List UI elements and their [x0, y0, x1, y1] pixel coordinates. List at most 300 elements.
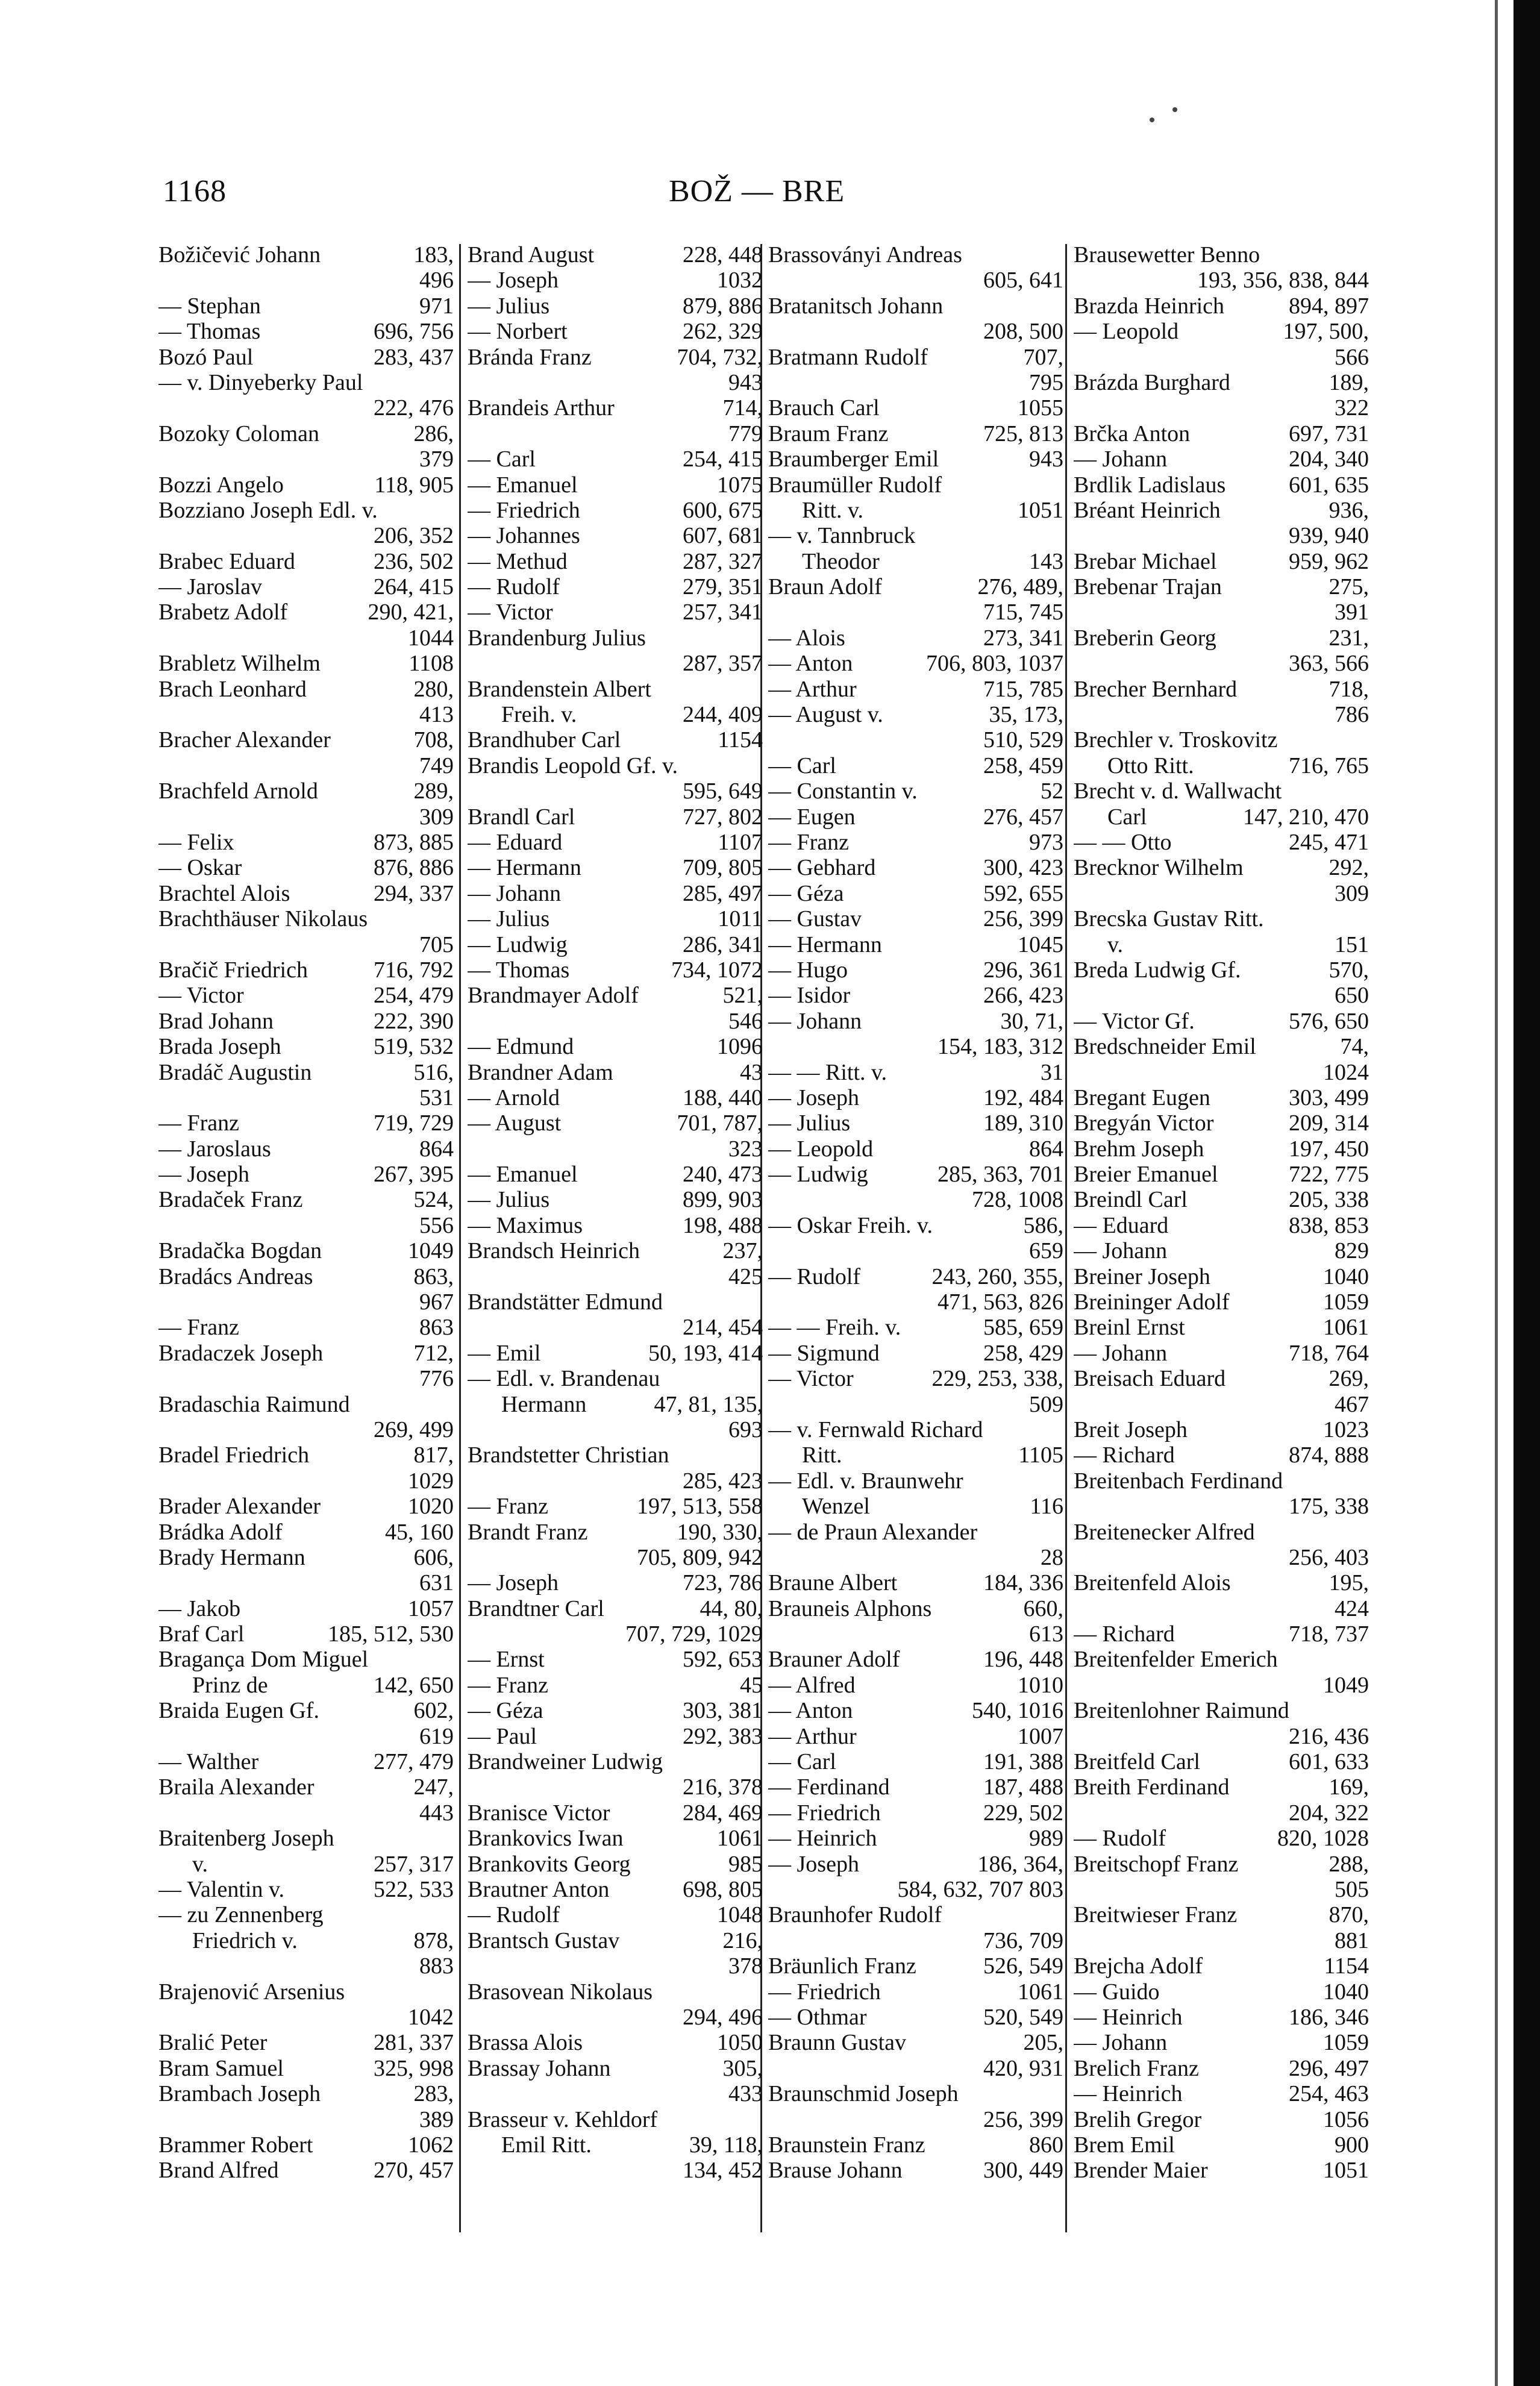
- index-entry: [1074, 2056, 1369, 2081]
- entry-pages: 294, 337: [374, 880, 454, 906]
- entry-pages: 292,: [1329, 855, 1369, 881]
- entry-pages: 1011: [718, 906, 763, 932]
- entry-name: — v. Fernwald Richard: [768, 1417, 983, 1442]
- index-entry: [158, 472, 454, 498]
- entry-line: [1074, 1621, 1369, 1647]
- entry-line: [158, 345, 454, 370]
- index-entry: [468, 932, 763, 957]
- entry-pages: 516,: [413, 1059, 454, 1085]
- entry-name: Bragança Dom Miguel: [158, 1647, 369, 1673]
- index-entry: [468, 1647, 763, 1672]
- index-entry: [768, 2158, 1063, 2183]
- entry-name: Brasseur v. Kehldorf: [468, 2106, 658, 2132]
- entry-pages: 363, 566: [1289, 651, 1369, 677]
- entry-name: — — Freih. v.: [768, 1315, 901, 1341]
- entry-pages: 881: [1335, 1927, 1369, 1953]
- entry-pages: 31: [1041, 1059, 1063, 1085]
- index-entry: [768, 2005, 1063, 2030]
- entry-line: [158, 1009, 454, 1034]
- entry-line: [1074, 881, 1369, 906]
- entry-name: [468, 1417, 728, 1442]
- entry-line: [468, 498, 763, 523]
- entry-line: [468, 1877, 763, 1902]
- index-entry: [158, 1442, 454, 1494]
- entry-pages: 1051: [1018, 497, 1063, 523]
- entry-line: [158, 1442, 454, 1468]
- entry-pages: 985: [728, 1851, 763, 1877]
- entry-pages: 973: [1029, 829, 1063, 855]
- index-entry: [1074, 1136, 1369, 1162]
- entry-name: [768, 1621, 1029, 1647]
- index-entry: [468, 1749, 763, 1800]
- entry-pages: 714,: [722, 395, 763, 421]
- entry-line: [768, 498, 1063, 523]
- entry-name: Breitenfelder Emerich: [1074, 1647, 1278, 1673]
- entry-name: — Heinrich: [768, 1826, 877, 1852]
- entry-name: — Rudolf: [1074, 1826, 1166, 1852]
- index-entry: [158, 881, 454, 906]
- entry-line: [768, 881, 1063, 906]
- entry-line: [1074, 1494, 1369, 1519]
- entry-line: [768, 1009, 1063, 1034]
- entry-name: Breier Emanuel: [1074, 1162, 1218, 1188]
- entry-pages: 697, 731: [1289, 421, 1369, 446]
- entry-name: — Valentin v.: [158, 1877, 284, 1902]
- entry-line: [768, 1417, 1063, 1442]
- entry-line: [468, 625, 763, 651]
- entry-pages: 1108: [408, 651, 454, 677]
- entry-line: [1074, 1749, 1369, 1774]
- entry-line: [158, 625, 454, 651]
- index-entry: [158, 2056, 454, 2081]
- entry-line: [158, 1902, 454, 1927]
- index-entry: [468, 293, 763, 319]
- entry-name: — Johann: [1074, 1340, 1168, 1366]
- index-entry: [1074, 2081, 1369, 2106]
- entry-pages: 1042: [408, 2004, 454, 2030]
- index-entry: [468, 1213, 763, 1238]
- entry-line: [768, 1238, 1063, 1263]
- entry-line: [158, 1953, 454, 1979]
- entry-name: — Joseph: [468, 268, 559, 293]
- index-entry: [468, 268, 763, 293]
- entry-name: Brabec Eduard: [158, 548, 295, 574]
- entry-name: Brázda Burghard: [1074, 369, 1230, 395]
- entry-line: [768, 1953, 1063, 1979]
- entry-line: [158, 830, 454, 855]
- index-entry: [468, 1366, 763, 1442]
- index-entry: [158, 1009, 454, 1034]
- entry-line: [468, 1494, 763, 1519]
- entry-line: [158, 268, 454, 293]
- entry-line: [468, 881, 763, 906]
- entry-name: — Ludwig: [768, 1162, 868, 1188]
- entry-line: [468, 242, 763, 268]
- index-entry: [1074, 855, 1369, 906]
- entry-pages: 1007: [1018, 1723, 1063, 1749]
- index-entry: [468, 1673, 763, 1698]
- entry-line: [768, 2081, 1063, 2106]
- entry-name: [468, 1468, 683, 1494]
- entry-line: [1074, 1060, 1369, 1085]
- entry-line: [468, 293, 763, 319]
- entry-line: [768, 957, 1063, 983]
- entry-name: [1074, 268, 1197, 293]
- entry-pages: 186, 346: [1289, 2004, 1369, 2030]
- index-entry: [468, 242, 763, 268]
- entry-name: Bratanitsch Johann: [768, 293, 944, 319]
- entry-name: Brammer Robert: [158, 2132, 313, 2158]
- entry-pages: 817,: [413, 1442, 454, 1468]
- index-entry: [158, 2081, 454, 2132]
- index-entry: [768, 881, 1063, 906]
- entry-pages: 874, 888: [1289, 1442, 1369, 1468]
- index-entry: [768, 677, 1063, 702]
- entry-name: — Julius: [468, 293, 550, 319]
- entry-line: [468, 855, 763, 880]
- entry-line: [1074, 345, 1369, 370]
- index-entry: [158, 983, 454, 1008]
- entry-name: [158, 1468, 408, 1494]
- entry-line: [468, 1570, 763, 1595]
- entry-pages: 292, 383: [683, 1723, 763, 1749]
- entry-name: Brauneis Alphons: [768, 1595, 932, 1621]
- entry-pages: 899, 903: [683, 1187, 763, 1213]
- entry-name: [158, 2107, 419, 2132]
- entry-line: [1074, 549, 1369, 574]
- entry-pages: 256, 399: [983, 906, 1063, 932]
- entry-line: [158, 1468, 454, 1494]
- entry-pages: 1049: [1323, 1672, 1369, 1698]
- entry-line: [1074, 1953, 1369, 1979]
- entry-pages: 273, 341: [983, 625, 1063, 651]
- entry-name: Bredschneider Emil: [1074, 1034, 1256, 1060]
- entry-name: [468, 1009, 728, 1034]
- entry-line: [768, 906, 1063, 932]
- entry-line: [158, 1060, 454, 1085]
- entry-pages: 592, 653: [683, 1647, 763, 1673]
- index-entry: [468, 2030, 763, 2055]
- index-entry: [158, 1647, 454, 1698]
- entry-name: Brčka Anton: [1074, 421, 1191, 446]
- entry-name: — Sigmund: [768, 1340, 880, 1366]
- entry-pages: 189, 310: [983, 1110, 1063, 1136]
- entry-name: — Arnold: [468, 1085, 560, 1110]
- index-entry: [468, 1085, 763, 1110]
- entry-pages: 786: [1335, 702, 1369, 728]
- entry-pages: 989: [1029, 1826, 1063, 1852]
- entry-line: [158, 1698, 454, 1723]
- entry-line: [468, 1085, 763, 1110]
- entry-name: Brandeis Arthur: [468, 395, 615, 421]
- entry-line: [1074, 1724, 1369, 1749]
- entry-pages: 300, 449: [983, 2158, 1063, 2184]
- entry-name: Brachtel Alois: [158, 880, 290, 906]
- entry-name: [468, 421, 728, 446]
- index-entry: [158, 1264, 454, 1315]
- entry-line: [1074, 1110, 1369, 1136]
- entry-name: — Eduard: [468, 829, 563, 855]
- page-edge-bar: [1513, 0, 1540, 2386]
- entry-name: [158, 1213, 419, 1238]
- entry-pages: 254, 415: [683, 446, 763, 472]
- entry-name: Bram Samuel: [158, 2055, 284, 2081]
- entry-name: [1074, 1724, 1289, 1749]
- index-entry: [158, 421, 454, 472]
- index-entry: [1074, 1953, 1369, 1979]
- entry-pages: 216,: [722, 1927, 763, 1953]
- entry-pages: 288,: [1329, 1851, 1369, 1877]
- entry-pages: 285, 423: [683, 1468, 763, 1494]
- entry-name: Bräunlich Franz: [768, 1953, 916, 1979]
- entry-name: Brandsch Heinrich: [468, 1238, 640, 1264]
- entry-pages: 296, 497: [1289, 2055, 1369, 2081]
- entry-name: Braunhofer Rudolf: [768, 1902, 942, 1928]
- index-entry: [468, 472, 763, 498]
- entry-name: [768, 727, 983, 753]
- index-entry: [468, 1979, 763, 2031]
- index-entry: [768, 1570, 1063, 1595]
- index-entry: [468, 1877, 763, 1902]
- entry-line: [768, 1928, 1063, 1953]
- entry-name: Braumberger Emil: [768, 446, 939, 472]
- entry-name: — Julius: [468, 906, 550, 932]
- entry-name: [768, 370, 1029, 395]
- index-entry: [158, 574, 454, 600]
- entry-name: [1074, 1877, 1335, 1902]
- entry-name: — Friedrich: [768, 1800, 881, 1826]
- entry-name: Bradáč Augustin: [158, 1059, 312, 1085]
- entry-name: [768, 600, 983, 625]
- entry-pages: 900: [1335, 2132, 1369, 2158]
- entry-pages: 715, 785: [983, 676, 1063, 702]
- entry-line: [1074, 1009, 1369, 1034]
- index-entry: [1074, 830, 1369, 855]
- entry-line: [1074, 268, 1369, 293]
- index-entry: [768, 932, 1063, 957]
- entry-name: Brandt Franz: [468, 1519, 588, 1545]
- entry-line: [468, 778, 763, 804]
- index-entry: [158, 1315, 454, 1340]
- index-entry: [768, 1060, 1063, 1085]
- index-entry: [468, 1852, 763, 1877]
- index-entry: [1074, 2005, 1369, 2030]
- entry-name: v.: [192, 1851, 208, 1877]
- entry-pages: 1055: [1018, 395, 1063, 421]
- index-entry: [158, 498, 454, 549]
- entry-pages: 707,: [1023, 344, 1063, 370]
- entry-pages: 28: [1041, 1544, 1063, 1570]
- entry-name: [468, 1774, 683, 1800]
- entry-name: Braunstein Franz: [768, 2132, 925, 2158]
- entry-line: [158, 1673, 454, 1698]
- entry-name: [1074, 1673, 1323, 1698]
- entry-line: [768, 242, 1063, 268]
- index-entry: [468, 2107, 763, 2184]
- entry-pages: 74,: [1340, 1034, 1369, 1060]
- index-entry: [158, 677, 454, 728]
- entry-line: [768, 1800, 1063, 1826]
- index-entry: [468, 1442, 763, 1494]
- entry-pages: 44, 80,: [700, 1595, 763, 1621]
- entry-pages: 728, 1008: [972, 1187, 1063, 1213]
- entry-name: — Edl. v. Brandenau: [468, 1366, 660, 1392]
- index-entry: [468, 677, 763, 728]
- index-entry: [1074, 906, 1369, 957]
- entry-name: — Johann: [1074, 1238, 1168, 1264]
- entry-pages: 195,: [1329, 1570, 1369, 1596]
- entry-name: — Ferdinand: [768, 1774, 890, 1800]
- entry-pages: 1010: [1018, 1672, 1063, 1698]
- entry-line: [158, 1647, 454, 1672]
- entry-pages: 707, 729, 1029: [625, 1621, 763, 1647]
- entry-name: Breiner Joseph: [1074, 1263, 1210, 1289]
- entry-pages: 323: [728, 1136, 763, 1162]
- entry-name: Brender Maier: [1074, 2158, 1208, 2184]
- entry-name: — Hermann: [468, 855, 581, 881]
- entry-line: [158, 1289, 454, 1315]
- index-entry: [158, 1826, 454, 1877]
- entry-line: [468, 319, 763, 344]
- entry-name: v.: [1107, 932, 1124, 957]
- column-divider: [1065, 244, 1067, 2232]
- entry-pages: 879, 886: [683, 293, 763, 319]
- entry-line: [768, 727, 1063, 753]
- entry-line: [768, 830, 1063, 855]
- index-entry: [468, 804, 763, 830]
- entry-name: Bradačka Bogdan: [158, 1238, 322, 1264]
- entry-pages: 1105: [1018, 1442, 1063, 1468]
- index-entry: [468, 345, 763, 396]
- entry-pages: 1096: [717, 1034, 763, 1060]
- index-entry: [158, 600, 454, 651]
- entry-name: [158, 1724, 419, 1749]
- entry-line: [158, 778, 454, 804]
- entry-line: [468, 2132, 763, 2158]
- entry-pages: 706, 803, 1037: [926, 651, 1063, 677]
- entry-line: [1074, 600, 1369, 625]
- index-entry: [1074, 957, 1369, 1009]
- entry-name: Breitenbach Ferdinand: [1074, 1468, 1283, 1494]
- entry-name: — Othmar: [768, 2004, 867, 2030]
- entry-line: [468, 523, 763, 548]
- entry-name: [158, 1366, 419, 1391]
- entry-name: — Géza: [768, 880, 844, 906]
- entry-pages: 526, 549: [983, 1953, 1063, 1979]
- entry-line: [158, 2005, 454, 2030]
- entry-name: Braum Franz: [768, 421, 889, 446]
- index-entry: [158, 1494, 454, 1519]
- entry-pages: 718, 764: [1289, 1340, 1369, 1366]
- entry-name: [1074, 1060, 1323, 1085]
- entry-name: Bracher Alexander: [158, 727, 331, 753]
- entry-line: [768, 1673, 1063, 1698]
- entry-name: Brandner Adam: [468, 1059, 613, 1085]
- index-entry: [158, 1034, 454, 1059]
- index-entry: [468, 1570, 763, 1595]
- entry-pages: 276, 457: [983, 804, 1063, 830]
- entry-line: [468, 370, 763, 395]
- entry-line: [768, 2132, 1063, 2158]
- entry-line: [468, 574, 763, 600]
- entry-name: — Franz: [158, 1315, 240, 1341]
- index-entry: [468, 906, 763, 932]
- index-entry: [468, 753, 763, 804]
- entry-name: Brassay Johann: [468, 2055, 611, 2081]
- entry-line: [468, 1238, 763, 1263]
- entry-name: — Richard: [1074, 1442, 1175, 1468]
- entry-name: [158, 523, 374, 548]
- entry-pages: 521,: [722, 983, 763, 1009]
- index-entry: [768, 1162, 1063, 1213]
- entry-name: Brandhuber Carl: [468, 727, 621, 753]
- index-entry: [768, 830, 1063, 855]
- entry-pages: 197, 450: [1289, 1136, 1369, 1162]
- index-entry: [468, 1928, 763, 1979]
- index-entry: [158, 1621, 454, 1647]
- entry-name: — Victor: [468, 600, 553, 625]
- entry-name: Brechler v. Troskovitz: [1074, 727, 1278, 753]
- entry-line: [768, 1392, 1063, 1417]
- entry-line: [1074, 421, 1369, 446]
- entry-name: — Walther: [158, 1749, 259, 1775]
- index-entry: [468, 1289, 763, 1341]
- index-entry: [768, 804, 1063, 830]
- entry-pages: 510, 529: [983, 727, 1063, 753]
- index-entry: [158, 1341, 454, 1392]
- entry-name: Bozzi Angelo: [158, 472, 284, 498]
- entry-name: — Paul: [468, 1723, 537, 1749]
- entry-line: [158, 1520, 454, 1545]
- index-entry: [468, 1162, 763, 1187]
- entry-pages: 613: [1029, 1621, 1063, 1647]
- entry-pages: 1048: [717, 1902, 763, 1928]
- entry-line: [768, 1979, 1063, 2005]
- entry-pages: 214, 454: [683, 1315, 763, 1341]
- entry-line: [468, 1902, 763, 1927]
- entry-line: [158, 498, 454, 523]
- entry-pages: 1061: [1018, 1979, 1063, 2005]
- entry-pages: 256, 403: [1289, 1544, 1369, 1570]
- entry-name: — Emil: [468, 1340, 541, 1366]
- entry-line: [768, 1034, 1063, 1059]
- entry-line: [1074, 983, 1369, 1008]
- entry-name: Freih. v.: [501, 702, 577, 728]
- entry-pages: 296, 361: [983, 957, 1063, 983]
- entry-pages: 1061: [1323, 1315, 1369, 1341]
- index-entry: [768, 242, 1063, 293]
- entry-line: [1074, 1085, 1369, 1110]
- entry-name: Breindl Carl: [1074, 1187, 1188, 1213]
- entry-line: [468, 2030, 763, 2055]
- entry-line: [468, 1366, 763, 1391]
- entry-name: [1074, 395, 1335, 421]
- entry-pages: 1040: [1323, 1979, 1369, 2005]
- entry-pages: 413: [419, 702, 454, 728]
- entry-pages: 142, 650: [374, 1672, 454, 1698]
- index-entry: [468, 830, 763, 855]
- index-entry: [158, 1979, 454, 2031]
- index-entry: [1074, 1264, 1369, 1289]
- entry-pages: 267, 395: [374, 1162, 454, 1188]
- index-entry: [1074, 2107, 1369, 2132]
- entry-name: Brausewetter Benno: [1074, 242, 1260, 268]
- entry-line: [158, 1979, 454, 2005]
- entry-name: [468, 651, 683, 676]
- entry-line: [158, 727, 454, 753]
- entry-line: [158, 1774, 454, 1800]
- entry-name: [768, 319, 983, 344]
